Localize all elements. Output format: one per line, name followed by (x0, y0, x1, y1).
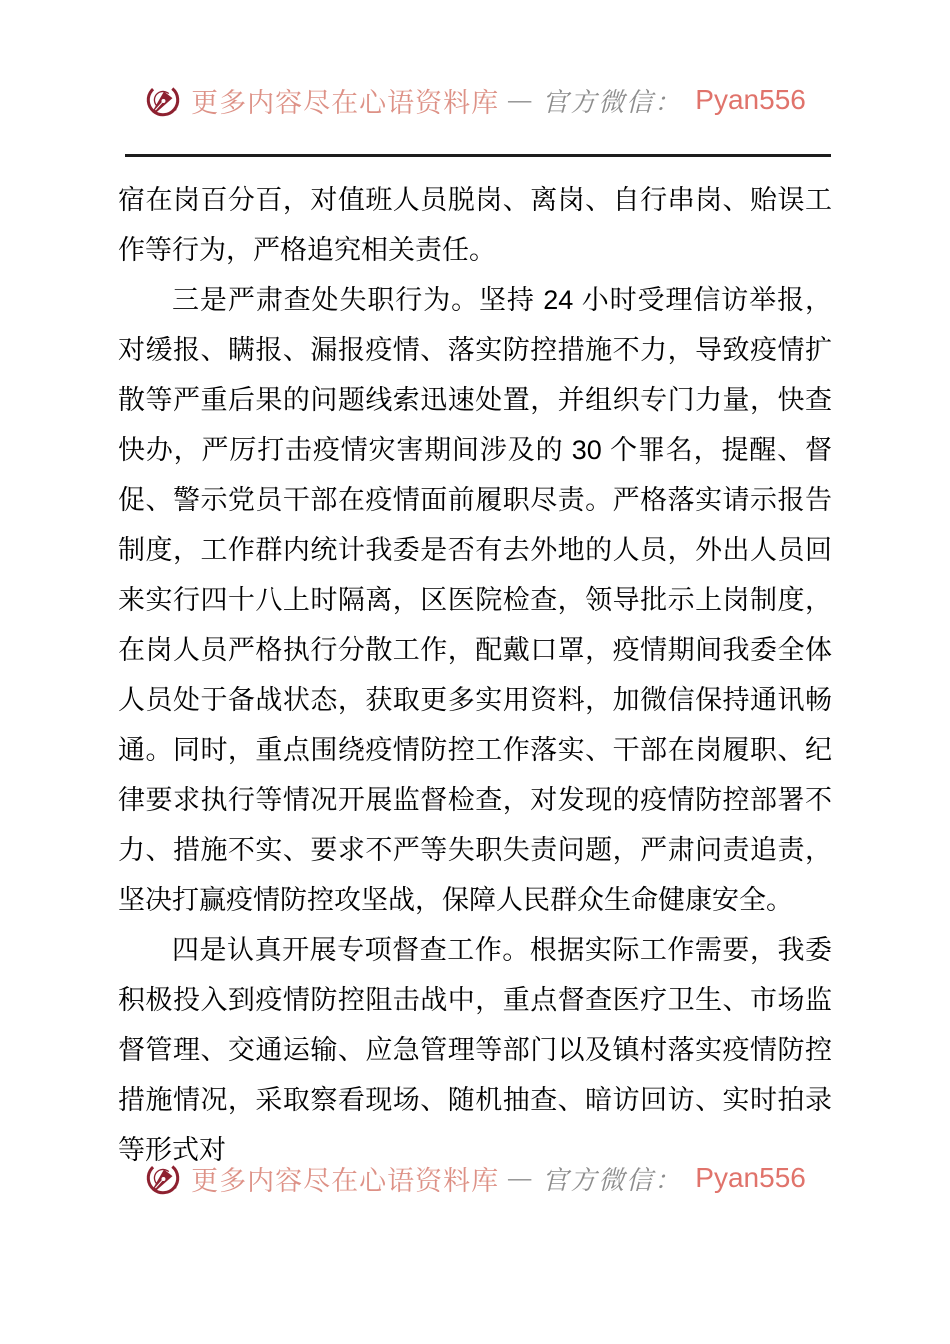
brand-text: 更多内容尽在心语资料库 (191, 1165, 500, 1196)
wechat-label: 官方微信： (542, 87, 683, 117)
paragraph-third-point: 三是严肃查处失职行为。坚持 24 小时受理信访举报，对缓报、瞒报、漏报疫情、落实防控措施不力，导致疫情扩散等严重后果的问题线索迅速处置，并组织专门力量，快查快办，严厉打击疫情灾害期间涉及的 30 个罪名，提醒、督促、警示党员干部在疫情面前履职尽责。严格落实请示报告制度，工作群内统计我委是否有去外地的人员，外出人员回来实行四十八上时隔离，区医院检查，领导批示上岗制度，在岗人员严格执行分散工作，配戴口罩，疫情期间我委全体人员处于备战状态，获取更多实用资料，加微信保持通讯畅通。同时，重点围绕疫情防控工作落实、干部在岗履职、纪律要求执行等情况开展监督检查，对发现的疫情防控部署不力、措施不实、要求不严等失职失责问题，严肃问责追责，坚决打赢疫情防控攻坚战，保障人民群众生命健康安全。 (118, 285, 832, 915)
pen-seal-logo-icon (144, 80, 182, 120)
footer-brand-bar (0, 1158, 950, 1198)
brand-text: 更多内容尽在心语资料库 (191, 87, 500, 118)
paragraph-continuation: 宿在岗百分百，对值班人员脱岗、离岗、自行串岗、贻误工作等行为，严格追究相关责任。 (118, 185, 832, 265)
wechat-id: Pyan556 (695, 84, 806, 115)
wechat-label: 官方微信： (542, 1165, 683, 1195)
pen-seal-logo-icon (144, 1158, 182, 1198)
document-text-area (118, 175, 832, 1175)
paragraph-fourth-point: 四是认真开展专项督查工作。根据实际工作需要，我委积极投入到疫情防控阻击战中，重点督查医疗卫生、市场监督管理、交通运输、应急管理等部门以及镇村落实疫情防控措施情况，采取察看现场、随机抽查、暗访回访、实时拍录等形式对 (118, 935, 832, 1165)
brand-dash: — (508, 1163, 534, 1192)
header-divider-rule (125, 154, 831, 157)
brand-dash: — (508, 85, 534, 114)
header-brand-bar (0, 80, 950, 120)
wechat-id: Pyan556 (695, 1162, 806, 1193)
